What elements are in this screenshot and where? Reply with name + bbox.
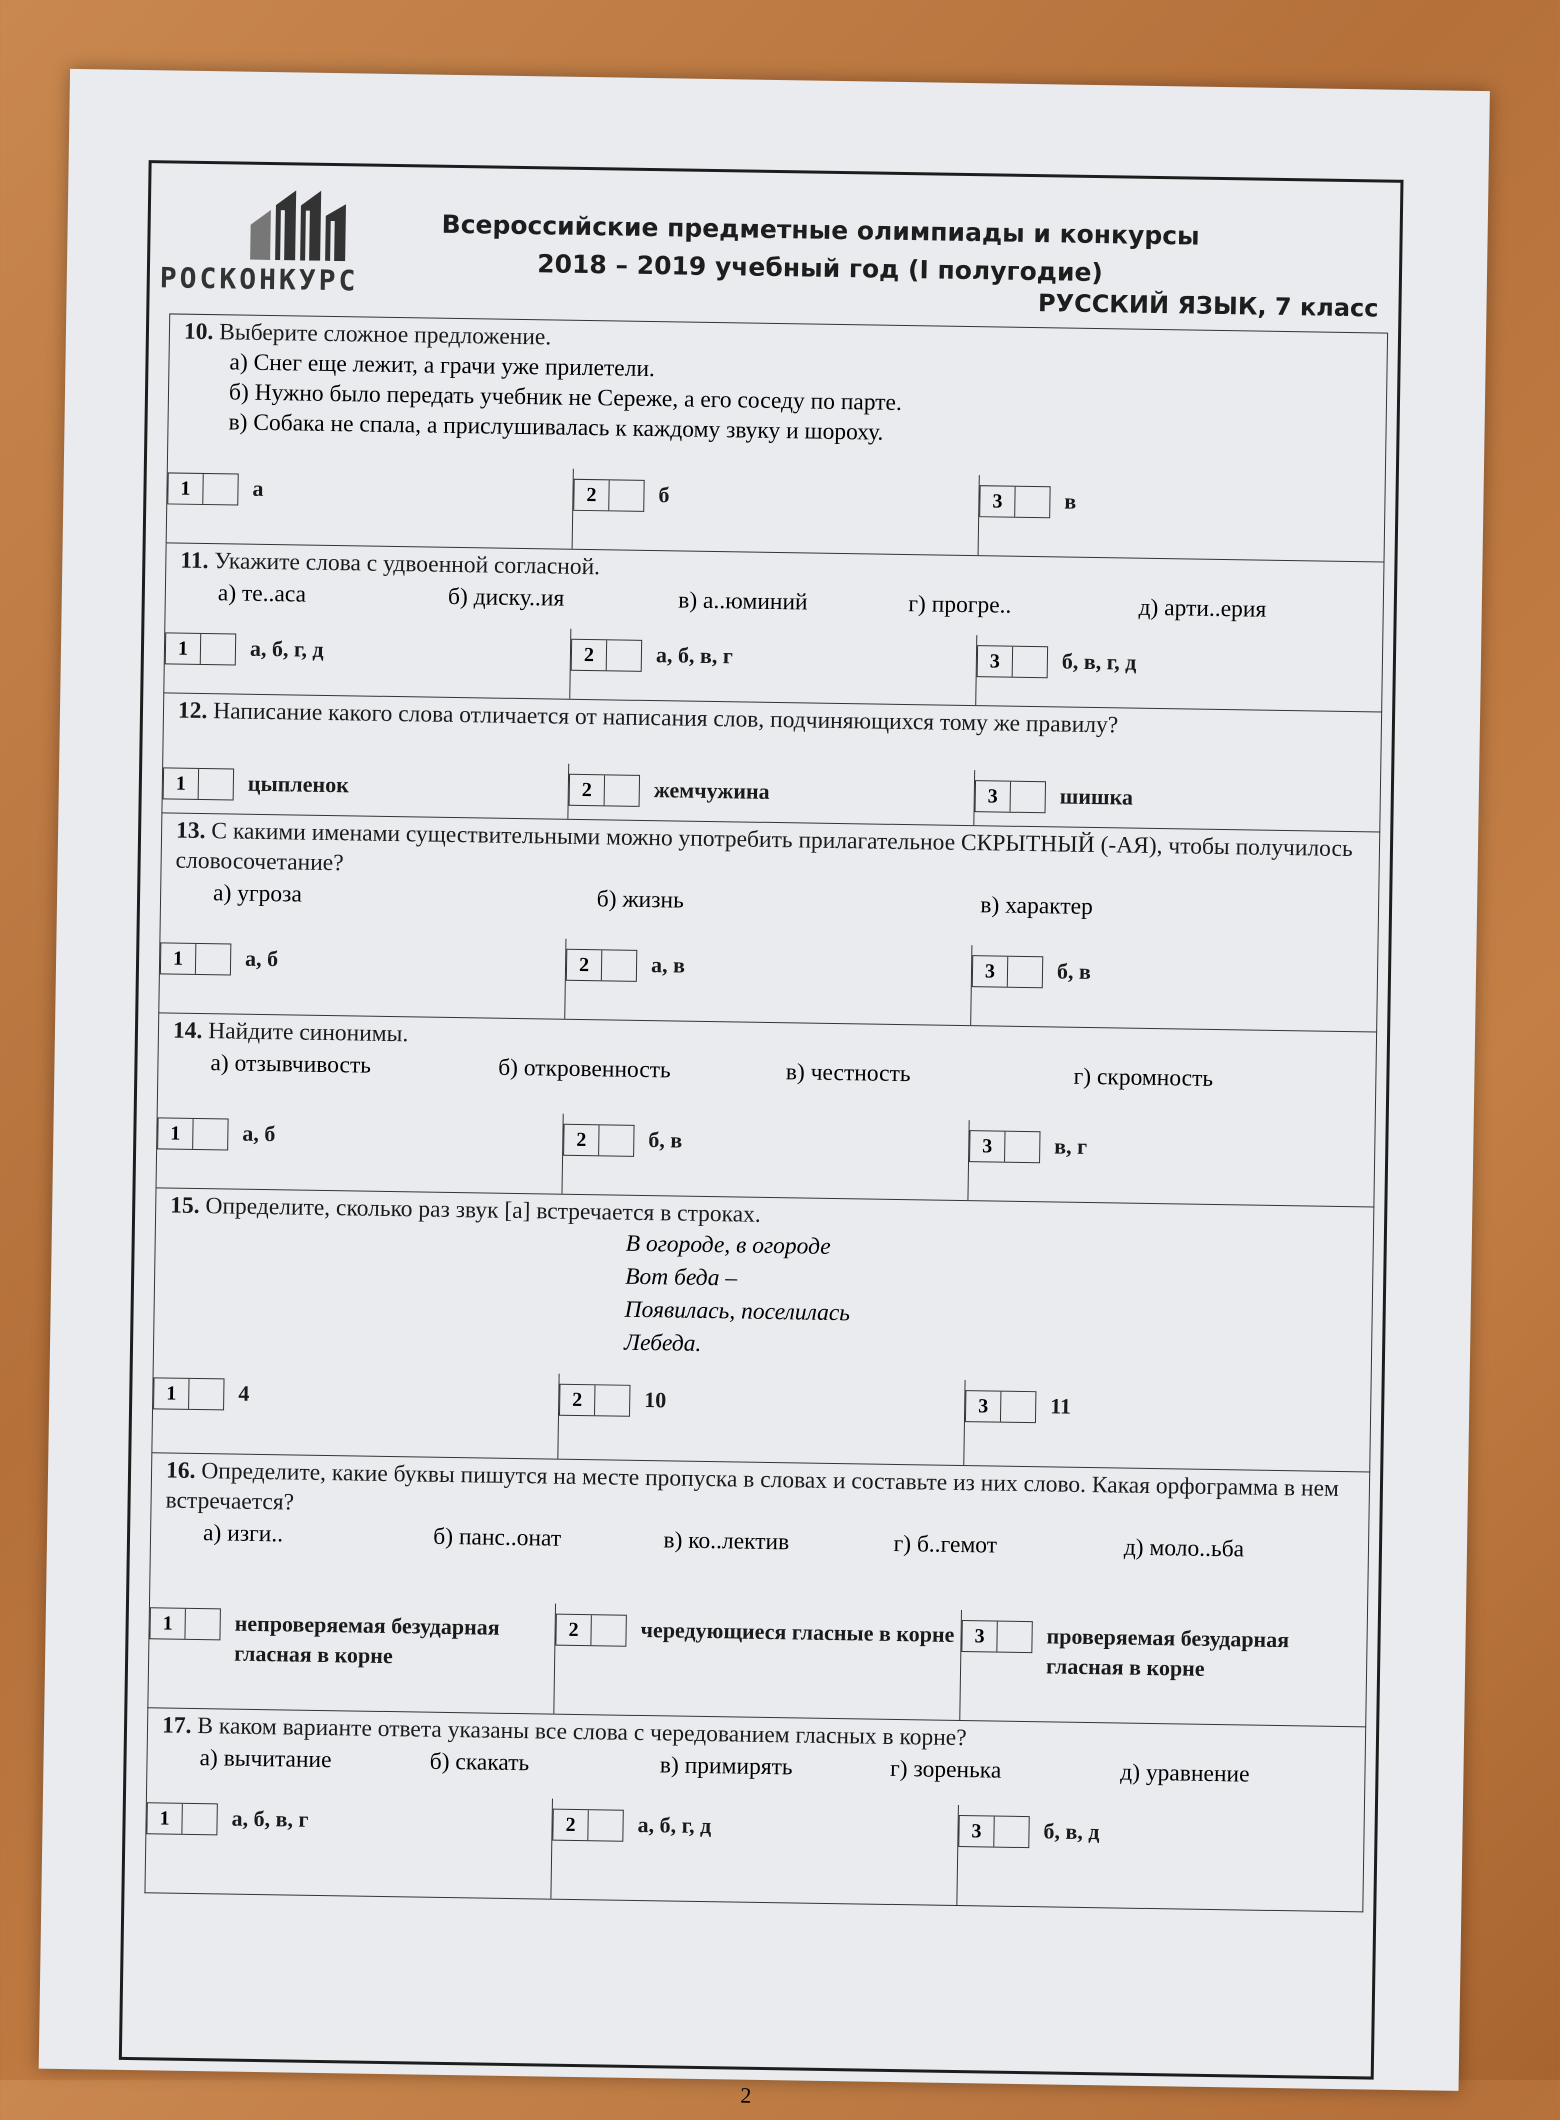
question-15 (151, 1188, 1374, 1472)
answer-mark-cell[interactable] (192, 1119, 227, 1150)
answer-option-3[interactable] (967, 1120, 1374, 1206)
answer-text: непроверяемая безударная гласная в корне (234, 1610, 500, 1669)
option-item: в) характер (980, 892, 1094, 921)
option-item: в) примирять (659, 1752, 793, 1781)
option-item: г) скромность (1073, 1063, 1214, 1092)
answer-mark-cell[interactable] (606, 640, 641, 671)
answer-checkbox[interactable] (979, 485, 1050, 518)
question-prompt: Укажите слова с удвоенной согласной. (214, 548, 601, 581)
answer-number: 2 (583, 643, 595, 666)
answer-checkbox[interactable] (977, 645, 1048, 678)
answer-checkbox[interactable] (149, 1607, 220, 1640)
answer-text: 4 (238, 1380, 250, 1406)
option-item: б) скакать (429, 1748, 530, 1777)
answer-text: б, в (1056, 958, 1092, 984)
option-item: д) моло..ьба (1123, 1534, 1245, 1563)
answer-checkbox[interactable] (975, 780, 1046, 813)
answer-option-3[interactable] (959, 1610, 1367, 1726)
answer-text: б (658, 482, 670, 508)
question-number: 14. (172, 1017, 203, 1045)
answer-option-3[interactable] (975, 635, 1382, 711)
question-number: 16. (165, 1457, 196, 1484)
answer-number: 2 (572, 1388, 583, 1411)
page-number: 2 (740, 2082, 752, 2108)
answer-number: 3 (987, 784, 998, 808)
poem-line: Появилась, поселилась (624, 1296, 851, 1327)
question-number: 17. (161, 1712, 192, 1739)
answer-number: 3 (974, 1624, 985, 1647)
answer-text: а, б (242, 1120, 276, 1147)
answer-option-2[interactable] (557, 1374, 964, 1465)
answer-option-2[interactable] (572, 469, 979, 555)
answer-text: шишка (1059, 783, 1134, 810)
poem-line: Вот беда – (624, 1263, 738, 1292)
answer-checkbox[interactable] (146, 1802, 217, 1835)
answer-number: 2 (568, 1618, 579, 1641)
option-item: а) те..аса (217, 580, 307, 608)
answer-mark-cell[interactable] (601, 950, 636, 981)
questions-list (144, 313, 1388, 1912)
option-item: а) отзывчивость (210, 1050, 372, 1079)
question-number: 12. (177, 697, 208, 725)
poem-line: Лебеда. (623, 1329, 702, 1357)
answer-mark-cell[interactable] (1007, 957, 1042, 988)
answer-number: 3 (971, 1819, 982, 1842)
poem-line: В огороде, в огороде (625, 1230, 831, 1260)
option-item: а) вычитание (199, 1745, 332, 1774)
answer-mark-cell[interactable] (996, 1622, 1031, 1653)
answer-text: а, б, в, г (655, 642, 734, 669)
answer-mark-cell[interactable] (1000, 1392, 1035, 1423)
answer-mark-cell[interactable] (993, 1817, 1028, 1848)
answer-number: 1 (180, 477, 191, 500)
answer-checkbox[interactable] (573, 479, 644, 512)
option-item: а) изги.. (202, 1520, 284, 1548)
answer-option-1[interactable] (167, 462, 573, 548)
answer-option-1[interactable] (162, 757, 568, 818)
question-14 (156, 1013, 1378, 1207)
answer-option-1[interactable] (145, 1792, 552, 1898)
answer-row (145, 1792, 1363, 1911)
answer-text: а, б, г, д (637, 1811, 712, 1839)
answer-text: б, в (648, 1127, 683, 1153)
answer-checkbox[interactable] (167, 472, 238, 505)
question-17 (144, 1708, 1366, 1912)
answer-number: 3 (992, 489, 1003, 513)
page-header (149, 163, 1400, 323)
answer-mark-cell[interactable] (198, 769, 233, 800)
answer-option-2[interactable] (553, 1604, 961, 1720)
answer-number: 1 (172, 947, 184, 970)
question-prompt: Определите, какие буквы пишутся на месте пропуска в словах и составьте из них слово. Какая орфограмма в нем встречается? (165, 1458, 1340, 1516)
answer-number: 1 (177, 637, 189, 660)
option-line: в) Собака не спала, а прислушивалась к каждому звуку и шороху. (228, 409, 884, 446)
option-item: в) а..юминий (678, 587, 808, 616)
answer-checkbox[interactable] (160, 942, 231, 975)
option-item: б) жизнь (596, 886, 685, 914)
question-number: 11. (180, 547, 209, 575)
answer-checkbox[interactable] (153, 1377, 224, 1410)
answer-text: жемчужина (653, 777, 770, 804)
option-item: б) панс..онат (433, 1523, 562, 1552)
answer-text: б, в, д (1043, 1818, 1100, 1845)
answer-option-2[interactable] (564, 939, 971, 1025)
answer-mark-cell[interactable] (181, 1804, 216, 1835)
answer-mark-cell[interactable] (590, 1615, 625, 1646)
answer-option-1[interactable] (164, 622, 570, 698)
option-line: а) Снег еще лежит, а грачи уже прилетели. (229, 349, 656, 383)
answer-number: 1 (162, 1611, 173, 1635)
answer-text: а (252, 475, 264, 501)
option-item: в) ко..лектив (663, 1527, 790, 1556)
answer-number: 3 (978, 1394, 989, 1417)
answer-checkbox[interactable] (965, 1390, 1036, 1423)
question-prompt: В каком варианте ответа указаны все слова с чередованием гласных в корне? (197, 1713, 967, 1752)
answer-mark-cell[interactable] (594, 1385, 629, 1416)
answer-option-3[interactable] (970, 945, 1377, 1031)
option-item: д) арти..ерия (1138, 594, 1267, 623)
option-item: а) угроза (212, 880, 303, 908)
answer-option-3[interactable] (973, 770, 1380, 831)
answer-option-1[interactable] (148, 1597, 555, 1713)
answer-checkbox[interactable] (571, 639, 642, 672)
answer-option-3[interactable] (963, 1380, 1370, 1471)
answer-mark-cell[interactable] (202, 474, 237, 505)
answer-mark-cell[interactable] (195, 944, 230, 975)
answer-checkbox[interactable] (165, 632, 236, 665)
answer-mark-cell[interactable] (188, 1379, 223, 1410)
answer-number: 3 (982, 1134, 993, 1157)
option-item: б) диску..ия (447, 583, 565, 612)
answer-number: 2 (586, 483, 597, 506)
answer-option-2[interactable] (550, 1799, 958, 1905)
option-item: г) зоренька (889, 1755, 1002, 1784)
answer-number: 2 (565, 1813, 576, 1836)
answer-mark-cell[interactable] (1010, 782, 1045, 813)
answer-text: проверяемая безударная гласная в корне (1045, 1623, 1290, 1681)
rosconcours-logo (160, 183, 442, 297)
page-title (420, 205, 1221, 294)
answer-number: 2 (581, 778, 593, 801)
answer-checkbox[interactable] (157, 1117, 228, 1150)
paper-sheet (39, 69, 1490, 2108)
answer-text: в, г (1054, 1133, 1088, 1159)
option-list (168, 346, 1386, 455)
answer-option-3[interactable] (978, 475, 1385, 561)
answer-text: 10 (644, 1387, 667, 1413)
answer-text: б, в, г, д (1061, 648, 1137, 675)
answer-mark-cell[interactable] (1014, 487, 1049, 518)
question-number: 13. (175, 817, 206, 845)
answer-number: 3 (989, 649, 1001, 673)
question-number: 10. (183, 318, 214, 346)
answer-option-1[interactable] (152, 1367, 558, 1458)
answer-number: 1 (175, 772, 187, 795)
logo-text: РОСКОНКУРС (159, 261, 359, 298)
subject-label: РУССКИЙ ЯЗЫК, 7 класс (1037, 289, 1379, 323)
answer-number: 3 (984, 959, 996, 982)
option-item: б) откровенность (497, 1054, 671, 1084)
answer-checkbox[interactable] (555, 1614, 626, 1647)
answer-checkbox[interactable] (969, 1130, 1040, 1163)
answer-checkbox[interactable] (563, 1124, 634, 1157)
answer-mark-cell[interactable] (1004, 1132, 1039, 1163)
answer-mark-cell[interactable] (598, 1125, 633, 1156)
question-prompt: Найдите синонимы. (208, 1018, 409, 1048)
answer-mark-cell[interactable] (604, 775, 639, 806)
question-prompt: Написание какого слова отличается от написания слов, подчиняющихся тому же правилу? (213, 698, 1119, 739)
answer-option-1[interactable] (159, 932, 565, 1018)
answer-mark-cell[interactable] (608, 480, 643, 511)
answer-mark-cell[interactable] (184, 1609, 219, 1640)
answer-mark-cell[interactable] (587, 1810, 622, 1841)
question-prompt: Определите, сколько раз звук [а] встречается в строках. (205, 1193, 761, 1228)
question-10 (166, 313, 1388, 562)
answer-text: чередующиеся гласные в корне (640, 1617, 955, 1647)
answer-number: 2 (578, 953, 590, 976)
answer-checkbox[interactable] (559, 1384, 630, 1417)
answer-text: а, в (650, 952, 686, 978)
question-16 (147, 1453, 1370, 1727)
option-item: г) б..гемот (893, 1530, 998, 1559)
option-item: г) прогре.. (908, 591, 1012, 619)
question-number: 15. (170, 1192, 200, 1220)
page-frame (119, 160, 1404, 2108)
answer-mark-cell[interactable] (1012, 647, 1047, 678)
answer-checkbox[interactable] (552, 1809, 623, 1842)
answer-row (148, 1597, 1367, 1726)
title-line-1: Всероссийские предметные олимпиады и конкурсы (441, 209, 1200, 251)
option-line: б) Нужно было передать учебник не Сереже, а его соседу по парте. (228, 379, 903, 416)
buildings-icon (220, 184, 361, 261)
question-13 (158, 813, 1380, 1032)
answer-text: 11 (1050, 1393, 1072, 1419)
answer-number: 1 (166, 1382, 177, 1405)
answer-text: цыпленок (247, 770, 350, 798)
option-item: в) честность (785, 1059, 911, 1088)
answer-option-2[interactable] (561, 1114, 968, 1200)
answer-text: а, б, г, д (249, 635, 324, 662)
answer-number: 1 (170, 1122, 181, 1145)
answer-option-3[interactable] (956, 1805, 1364, 1911)
answer-number: 2 (576, 1128, 587, 1151)
question-prompt: С какими именами существительными можно употребить прилагательное СКРЫТНЫЙ (-АЯ), чтобы получилось словосочетание? (175, 818, 1353, 877)
answer-option-2[interactable] (567, 764, 974, 825)
answer-checkbox[interactable] (163, 767, 234, 800)
question-prompt: Выберите сложное предложение. (219, 319, 552, 351)
answer-checkbox[interactable] (958, 1815, 1029, 1848)
poem (154, 1220, 1373, 1371)
answer-option-1[interactable] (157, 1107, 563, 1193)
answer-mark-cell[interactable] (200, 634, 235, 665)
answer-option-2[interactable] (569, 629, 976, 705)
answer-checkbox[interactable] (961, 1620, 1032, 1653)
question-12 (161, 693, 1382, 832)
answer-text: а, б, в, г (231, 1805, 309, 1832)
answer-checkbox[interactable] (566, 949, 637, 982)
answer-checkbox[interactable] (569, 774, 640, 807)
title-line-2: 2018 – 2019 учебный год (I полугодие) (537, 249, 1104, 288)
option-item: д) уравнение (1120, 1759, 1250, 1788)
question-11 (163, 543, 1384, 712)
answer-checkbox[interactable] (972, 955, 1043, 988)
answer-text: в (1064, 488, 1077, 514)
answer-number: 1 (159, 1806, 170, 1830)
answer-text: а, б (244, 945, 279, 972)
